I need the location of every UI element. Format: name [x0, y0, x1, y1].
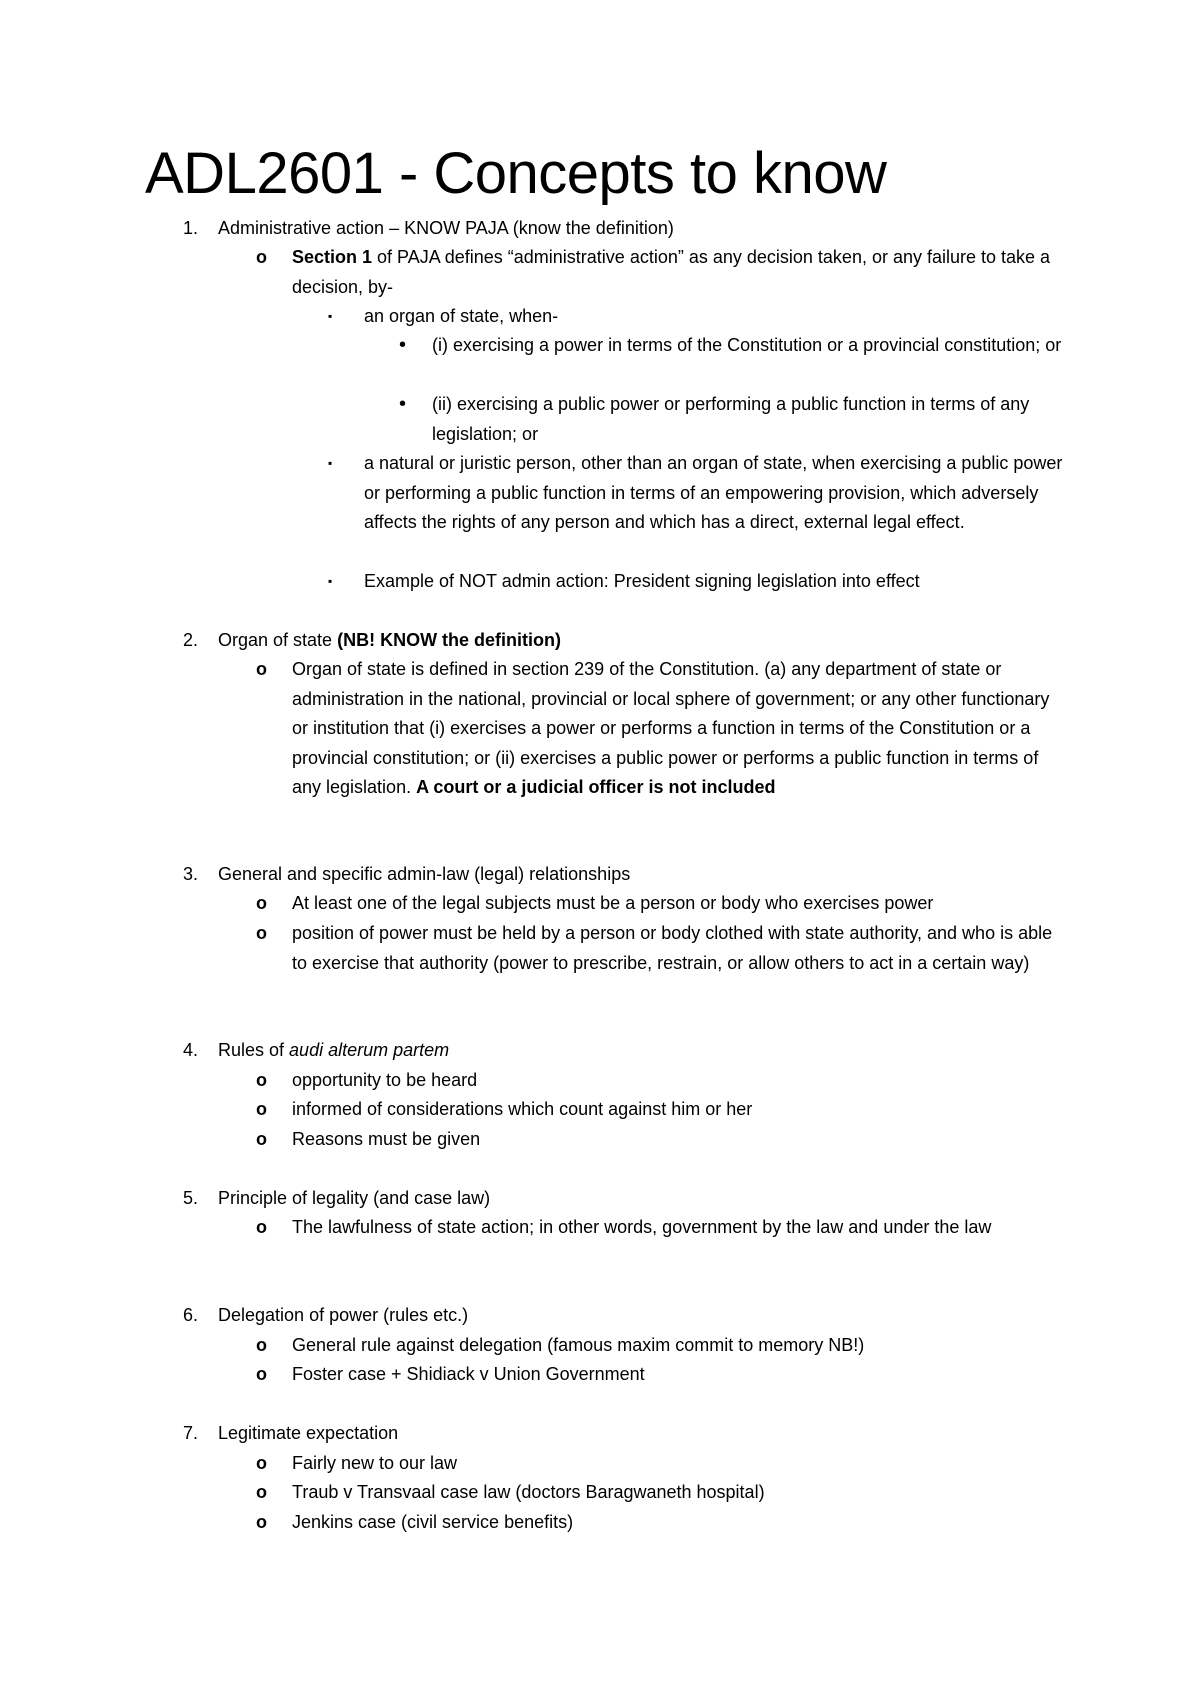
sub-bullet-marker: o — [256, 247, 267, 267]
square-bullet-marker: ▪ — [328, 574, 333, 588]
item-heading: Administrative action – KNOW PAJA (know the definition) — [218, 218, 674, 238]
organ-definition: Organ of state is defined in section 239 of the Constitution. (a) any department of state or administration in the national, provincial or local sphere of government; or any other functionary or institution that (i) exercises a power or performs a function in terms of the Constitution or a provincial constitution; or (ii) exercises a public power or performs a public function in terms of any legislation. — [292, 659, 1050, 797]
sub-bullet-marker: o — [256, 1070, 267, 1090]
clause-i: (i) exercising a power in terms of the Constitution or a provincial constitution; or — [432, 335, 1062, 355]
dot-bullet-marker: • — [399, 393, 407, 415]
sub-item-text: General rule against delegation (famous maxim commit to memory NB!) — [292, 1335, 865, 1355]
item-heading: General and specific admin-law (legal) relationships — [218, 864, 631, 884]
sub-item-text: opportunity to be heard — [292, 1070, 478, 1090]
sub-bullet-marker: o — [256, 1217, 267, 1237]
paja-definition: of PAJA defines “administrative action” as any decision taken, or any failure to take a decision, by- — [292, 247, 1051, 297]
sub-bullet-marker: o — [256, 1482, 267, 1502]
item-heading: Principle of legality (and case law) — [218, 1188, 491, 1208]
item-number: 5. — [183, 1188, 199, 1208]
sub-item-text: Jenkins case (civil service benefits) — [292, 1512, 574, 1532]
item-number: 3. — [183, 864, 199, 884]
item-number: 2. — [183, 630, 199, 650]
item-number: 4. — [183, 1040, 199, 1060]
heading-bold: (NB! KNOW the definition) — [337, 630, 562, 650]
sub-item-text: At least one of the legal subjects must be a person or body who exercises power — [292, 893, 934, 913]
sub-item-text: Reasons must be given — [292, 1129, 481, 1149]
sub-bullet-marker: o — [256, 1129, 267, 1149]
sub-item-text: informed of considerations which count against him or her — [292, 1099, 753, 1119]
sub-bullet-marker: o — [256, 1364, 267, 1384]
item-heading: Legitimate expectation — [218, 1423, 399, 1443]
page-title: ADL2601 - Concepts to know — [145, 141, 887, 206]
sub-bullet-marker: o — [256, 659, 267, 679]
court-exclusion: A court or a judicial officer is not included — [416, 777, 776, 797]
sub-item-text: Foster case + Shidiack v Union Government — [292, 1364, 645, 1384]
section-1-label: Section 1 — [292, 247, 373, 267]
sub-bullet-marker: o — [256, 1453, 267, 1473]
organ-of-state-clause: an organ of state, when- — [364, 306, 559, 326]
natural-person-clause: a natural or juristic person, other than an organ of state, when exercising a public power or performing a public function in terms of an empowering provision, which adversely affects the rights of any person and which has a direct, external legal effect. — [364, 453, 1063, 532]
dot-bullet-marker: • — [399, 334, 407, 356]
item-heading — [218, 1036, 1078, 1066]
item-number: 6. — [183, 1305, 199, 1325]
square-bullet-marker: ▪ — [328, 456, 333, 470]
sub-bullet-marker: o — [256, 1335, 267, 1355]
sub-item-text: position of power must be held by a person or body clothed with state authority, and who is able to exercise that authority (power to prescribe, restrain, or allow others to act in a certain way) — [292, 923, 1053, 973]
item-heading: Delegation of power (rules etc.) — [218, 1305, 469, 1325]
sub-bullet-marker: o — [256, 893, 267, 913]
sub-bullet-marker: o — [256, 923, 267, 943]
example-text: Example of NOT admin action: President signing legislation into effect — [364, 571, 920, 591]
sub-bullet-marker: o — [256, 1512, 267, 1532]
heading-italic: audi alterum partem — [289, 1040, 450, 1060]
sub-bullet-marker: o — [256, 1099, 267, 1119]
clause-ii: (ii) exercising a public power or performing a public function in terms of any legislation; or — [432, 394, 1030, 444]
item-heading — [218, 626, 1078, 656]
heading-plain: Rules of — [218, 1040, 290, 1060]
heading-plain: Organ of state — [218, 630, 338, 650]
square-bullet-marker: ▪ — [328, 309, 333, 323]
sub-item-text: Traub v Transvaal case law (doctors Baragwaneth hospital) — [292, 1482, 765, 1502]
sub-item-text: The lawfulness of state action; in other words, government by the law and under the law — [292, 1217, 992, 1237]
item-number: 7. — [183, 1423, 199, 1443]
sub-item-text: Fairly new to our law — [292, 1453, 458, 1473]
item-number: 1. — [183, 218, 199, 238]
